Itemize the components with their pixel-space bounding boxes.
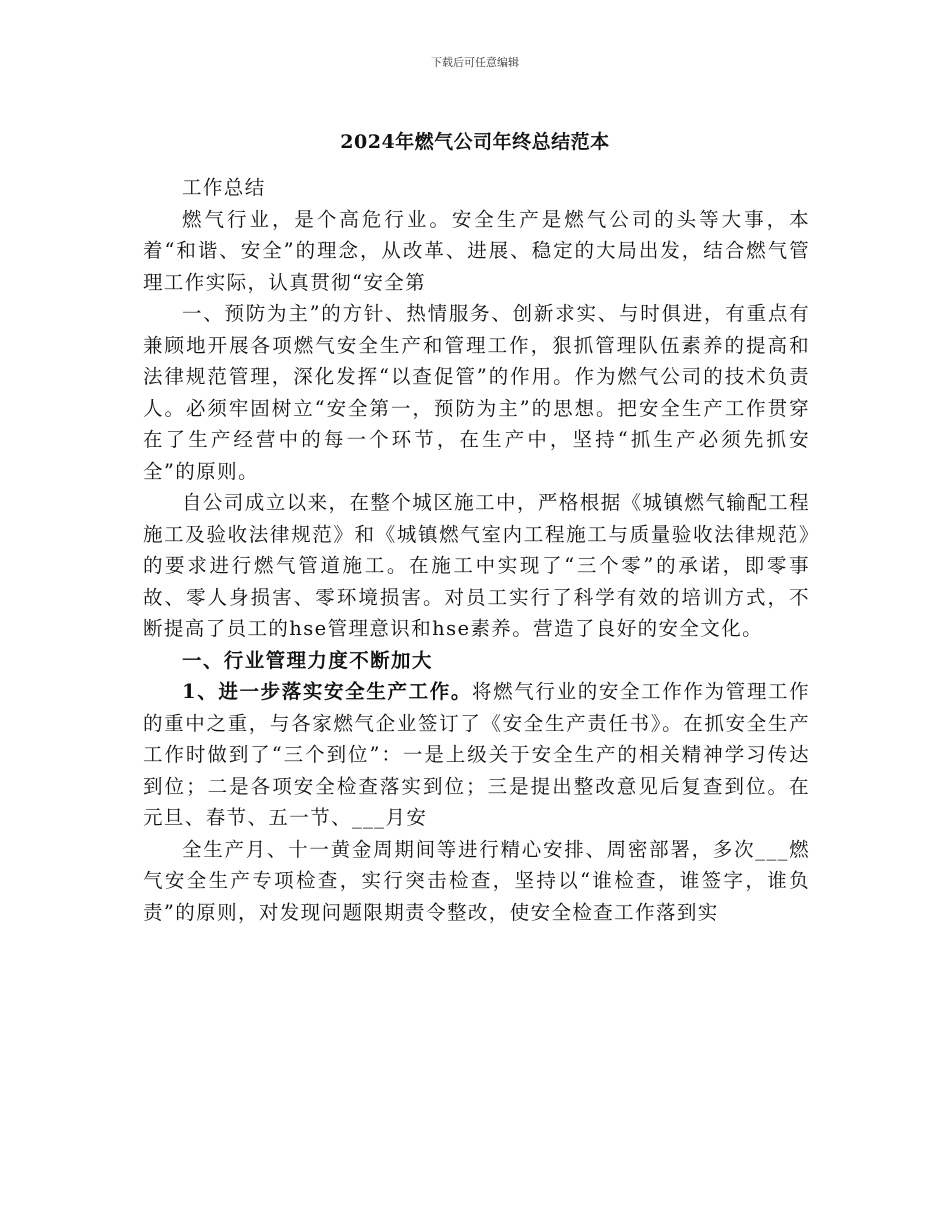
paragraph-body: 将燃气行业的安全工作作为管理工作的重中之重，与各家燃气企业签订了《安全生产责任书》。在抓安全生产工作时做到了“三个到位”：一是上级关于安全生产的相关精神学习传达到位；二是各项安全检查落实到位；三是提出整改意见后复查到位。在元旦、春节、五一节、___月安 bbox=[143, 680, 810, 829]
paragraph-inspection: 全生产月、十一黄金周期间等进行精心安排、周密部署，多次___燃气安全生产专项检查，实行突击检查，坚持以“谁检查，谁签字，谁负责”的原则，对发现问题限期责令整改，使安全检查工作落到实 bbox=[143, 837, 810, 924]
paragraph-intro: 燃气行业，是个高危行业。安全生产是燃气公司的头等大事，本着“和谐、安全”的理念，从改革、进展、稳定的大局出发，结合燃气管理工作实际，认真贯彻“安全第 bbox=[143, 207, 810, 294]
section-heading-1: 一、行业管理力度不断加大 bbox=[182, 648, 433, 672]
paragraph-work-summary: 工作总结 bbox=[182, 176, 266, 199]
document-body bbox=[143, 172, 810, 928]
header-note: 下载后可任意编辑 bbox=[431, 56, 519, 69]
paragraph-safety-work bbox=[143, 676, 810, 834]
paragraph-lead: 1、进一步落实安全生产工作。 bbox=[182, 680, 473, 703]
page-title: 2024年燃气公司年终总结范本 bbox=[340, 131, 610, 153]
paragraph-policy: 一、预防为主”的方针、热情服务、创新求实、与时俱进，有重点有兼顾地开展各项燃气安全生产和管理工作，狠抓管理队伍素养的提高和法律规范管理，深化发挥“以查促管”的作用。作为燃气公司的技术负责人。必须牢固树立“安全第一，预防为主”的思想。把安全生产工作贯穿在了生产经营中的每一个环节，在生产中，坚持“抓生产必须先抓安全”的原则。 bbox=[143, 302, 810, 483]
paragraph-construction: 自公司成立以来，在整个城区施工中，严格根据《城镇燃气输配工程施工及验收法律规范》和《城镇燃气室内工程施工与质量验收法律规范》的要求进行燃气管道施工。在施工中实现了“三个零”的承诺，即零事故、零人身损害、零环境损害。对员工实行了科学有效的培训方式，不断提高了员工的hse管理意识和hse素养。营造了良好的安全文化。 bbox=[143, 491, 810, 640]
